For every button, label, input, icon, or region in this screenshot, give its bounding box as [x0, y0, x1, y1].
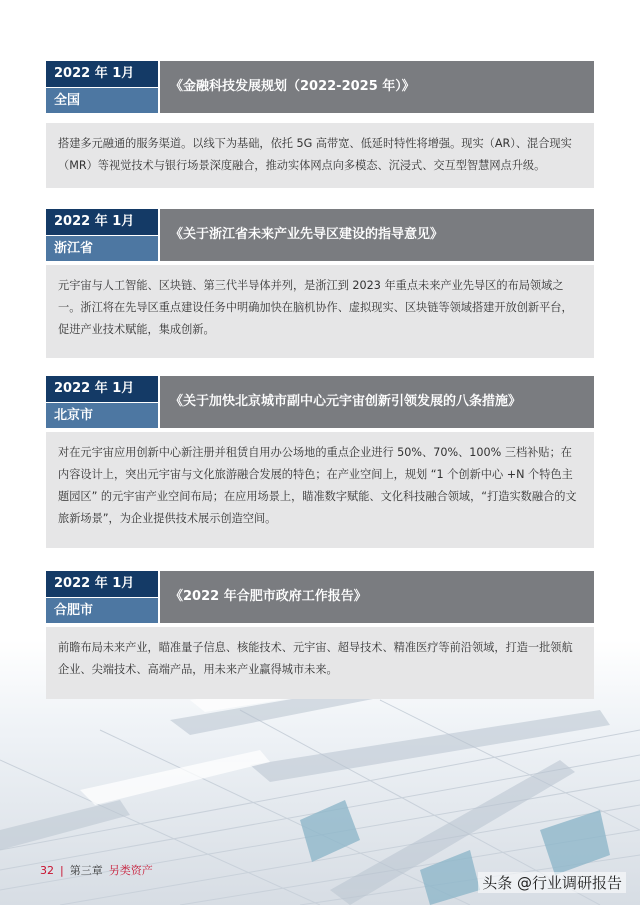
policy-region: 浙江省 [46, 236, 158, 261]
footer-divider: | [60, 864, 64, 877]
policy-date: 2022 年 1月 [46, 376, 158, 402]
section-label: 另类资产 [108, 864, 153, 877]
policy-title: 《关于浙江省未来产业先导区建设的指导意见》 [160, 209, 594, 261]
policy-title: 《2022 年合肥市政府工作报告》 [160, 571, 594, 623]
page-footer [40, 862, 153, 878]
policy-description: 对在元宇宙应用创新中心新注册并租赁自用办公场地的重点企业进行 50%、70%、100% 三档补贴；在内容设计上，突出元宇宙与文化旅游融合发展的特色；在产业空间上，规划 “1 个创新中心 +N 个特色主题园区” 的元宇宙产业空间布局；在应用场景上，瞄准数字赋能、文化科技融合领域，“打造实数融合的文旅新场景”，为企业提供技术展示创造空间。 [46, 432, 594, 548]
policy-description: 前瞻布局未来产业，瞄准量子信息、核能技术、元宇宙、超导技术、精准医疗等前沿领域，打造一批领航企业、尖端技术、高端产品，用未来产业赢得城市未来。 [46, 627, 594, 699]
policy-title: 《关于加快北京城市副中心元宇宙创新引领发展的八条措施》 [160, 376, 594, 428]
policy-date: 2022 年 1月 [46, 209, 158, 235]
policy-region: 合肥市 [46, 598, 158, 623]
policy-title: 《金融科技发展规划（2022-2025 年）》 [160, 61, 594, 113]
policy-date: 2022 年 1月 [46, 61, 158, 87]
policy-region: 北京市 [46, 403, 158, 428]
policy-description: 元宇宙与人工智能、区块链、第三代半导体并列，是浙江到 2023 年重点未来产业先导区的布局领域之一。浙江将在先导区重点建设任务中明确加快在脑机协作、虚拟现实、区块链等领域搭建开放创新平台，促进产业技术赋能，集成创新。 [46, 265, 594, 358]
watermark-text: 头条 @行业调研报告 [478, 872, 626, 893]
page-number: 32 [40, 864, 54, 877]
policy-region: 全国 [46, 88, 158, 113]
policy-date: 2022 年 1月 [46, 571, 158, 597]
chapter-label: 第三章 [69, 864, 103, 877]
policy-description: 搭建多元融通的服务渠道。以线下为基础，依托 5G 高带宽、低延时特性将增强。现实（AR）、混合现实（MR）等视觉技术与银行场景深度融合，推动实体网点向多模态、沉浸式、交互型智慧网点升级。 [46, 123, 594, 188]
